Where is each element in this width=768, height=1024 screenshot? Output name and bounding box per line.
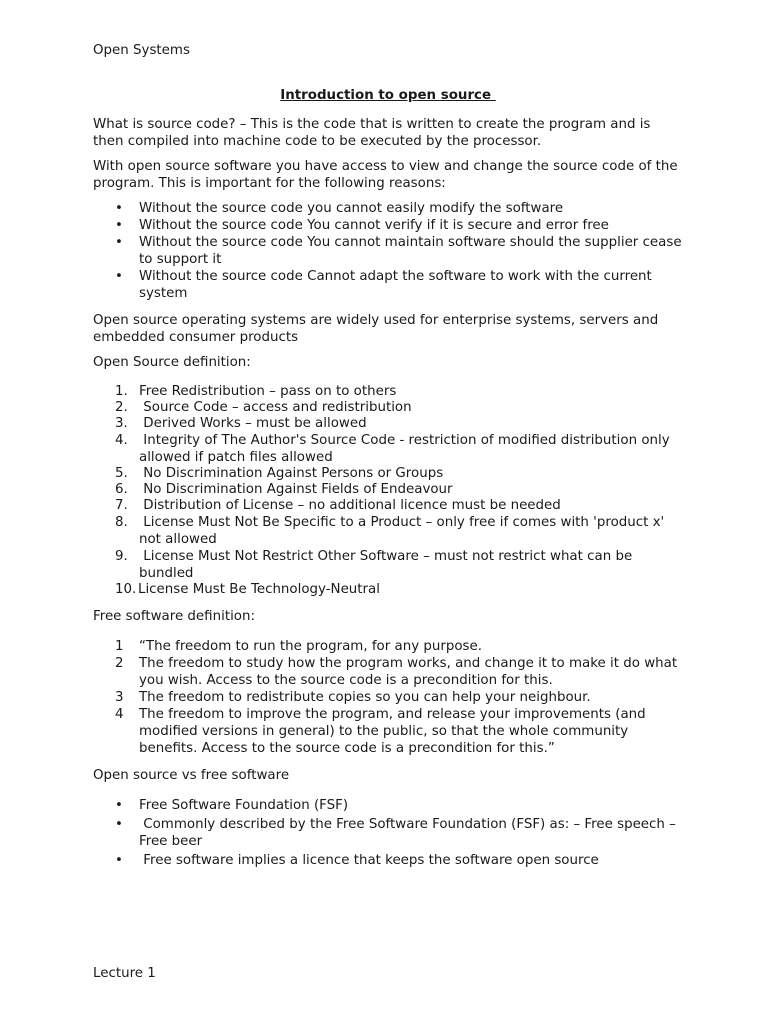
list-item: 4. Integrity of The Author's Source Code - restriction of modified distribution only allowed if patch files allowed (115, 433, 674, 465)
open-source-definition-list (93, 384, 683, 598)
list-item: • Without the source code Cannot adapt the software to work with the current system (115, 269, 657, 301)
page-header: Open Systems (93, 43, 190, 58)
list-item: 1 “The freedom to run the program, for any purpose. (115, 639, 483, 654)
paragraph-open-source-access: With open source software you have access to view and change the source code of the program. This is important for the following reasons: (93, 159, 678, 191)
list-item: • Free software implies a licence that keeps the software open source (115, 853, 599, 868)
heading-open-source-vs-free: Open source vs free software (93, 768, 290, 783)
bullet-icon: • (115, 235, 123, 250)
bullet-icon: • (115, 798, 123, 813)
list-item: 2. Source Code – access and redistribution (115, 400, 412, 415)
free-software-definition-list (93, 638, 683, 757)
list-item: 7. Distribution of License – no additional licence must be needed (115, 498, 561, 513)
list-item: 2 The freedom to study how the program works, and change it to make it do what you wish. Access to the source code is a precondition for this. (115, 656, 682, 688)
list-item: • Free Software Foundation (FSF) (115, 798, 349, 813)
list-item: 3. Derived Works – must be allowed (115, 416, 367, 431)
open-source-vs-free-list (93, 797, 683, 869)
page-footer: Lecture 1 (93, 966, 156, 981)
list-item: 4 The freedom to improve the program, and release your improvements (and modified versions in general) to the public, so that the whole community benefits. Access to the source code is a precondition for this.” (115, 707, 650, 756)
document-title: Introduction to open source (280, 88, 496, 103)
list-item: 3 The freedom to redistribute copies so you can help your neighbour. (115, 690, 591, 705)
list-item: 6. No Discrimination Against Fields of Endeavour (115, 482, 453, 497)
list-item: 10. License Must Be Technology-Neutral (115, 582, 380, 597)
list-item: • Without the source code You cannot maintain software should the supplier cease to support it (115, 235, 686, 267)
reasons-list (93, 200, 686, 302)
document-body (93, 87, 686, 876)
bullet-icon: • (115, 817, 123, 832)
heading-open-source-definition: Open Source definition: (93, 355, 251, 370)
list-item: 9. License Must Not Restrict Other Software – must not restrict what can be bundled (115, 549, 637, 581)
bullet-icon: • (115, 269, 123, 284)
bullet-icon: • (115, 853, 123, 868)
bullet-icon: • (115, 201, 123, 216)
list-item: • Commonly described by the Free Software Foundation (FSF) as: – Free speech – Free beer (115, 817, 681, 849)
list-item: 5. No Discrimination Against Persons or Groups (115, 466, 444, 481)
list-item: 8. License Must Not Be Specific to a Product – only free if comes with 'product x' not allowed (115, 515, 669, 547)
list-item: • Without the source code you cannot easily modify the software (115, 201, 564, 216)
list-item: 1. Free Redistribution – pass on to others (115, 384, 397, 399)
heading-free-software-definition: Free software definition: (93, 609, 255, 624)
paragraph-source-code: What is source code? – This is the code that is written to create the program and is then compiled into machine code to be executed by the processor. (93, 117, 651, 149)
paragraph-os-usage: Open source operating systems are widely used for enterprise systems, servers and embedded consumer products (93, 313, 659, 345)
bullet-icon: • (115, 218, 123, 233)
list-item: • Without the source code You cannot verify if it is secure and error free (115, 218, 609, 233)
